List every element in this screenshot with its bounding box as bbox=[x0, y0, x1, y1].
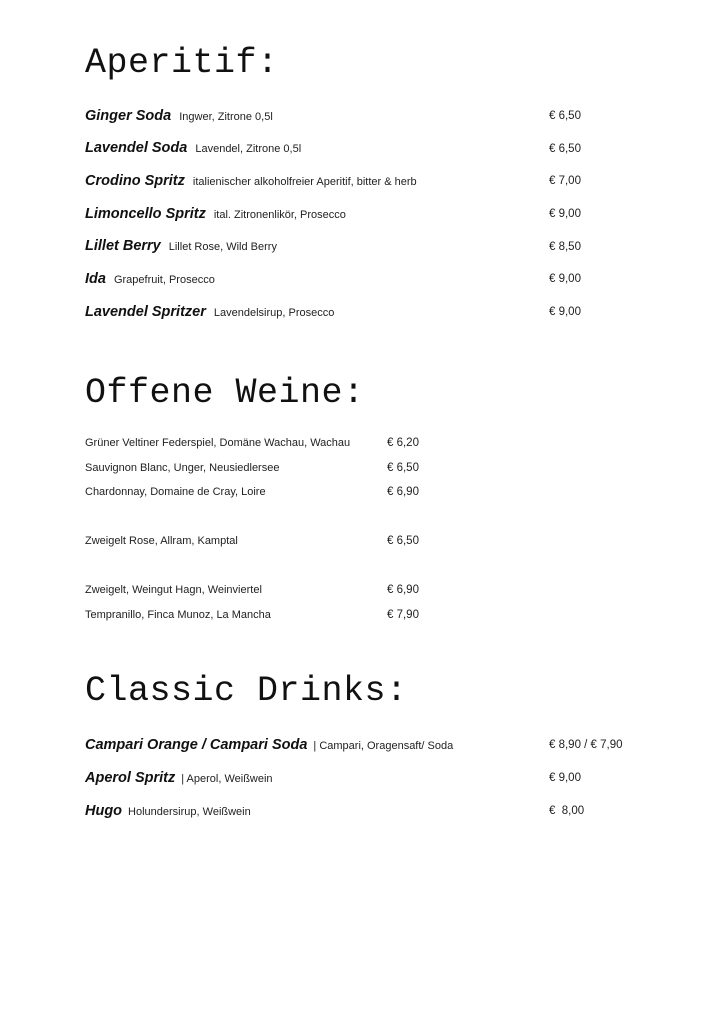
wine-price: € 6,90 bbox=[387, 584, 419, 596]
wine-name: Grüner Veltiner Federspiel, Domäne Wachau, Wachau bbox=[85, 437, 351, 449]
wines-heading: Offene Weine: bbox=[85, 373, 365, 413]
item-description: italienischer alkoholfreier Aperitif, bitter & herb bbox=[192, 176, 417, 188]
menu-item-aperol-spritz bbox=[85, 769, 273, 791]
item-description: | Aperol, Weißwein bbox=[181, 773, 273, 785]
wine-price: € 6,50 bbox=[387, 535, 419, 547]
item-name: Lavendel Soda bbox=[85, 140, 188, 156]
classic-drinks-heading: Classic Drinks: bbox=[85, 671, 408, 711]
item-name: Campari Orange / Campari Soda bbox=[85, 737, 308, 753]
wine-price: € 7,90 bbox=[387, 609, 419, 621]
wine-price: € 6,50 bbox=[387, 462, 419, 474]
menu-item-campari bbox=[85, 736, 453, 758]
menu-item-crodino-spritz bbox=[85, 172, 417, 194]
item-name: Crodino Spritz bbox=[85, 173, 185, 189]
wine-name: Tempranillo, Finca Munoz, La Mancha bbox=[85, 609, 271, 621]
wine-name: Chardonnay, Domaine de Cray, Loire bbox=[85, 486, 266, 498]
menu-item-ginger-soda bbox=[85, 107, 273, 129]
menu-item-lavendel-spritzer bbox=[85, 303, 334, 325]
item-price: € 9,00 bbox=[549, 306, 581, 318]
item-description: Grapefruit, Prosecco bbox=[113, 274, 215, 286]
item-name: Hugo bbox=[85, 803, 123, 819]
item-description: | Campari, Oragensaft/ Soda bbox=[313, 740, 454, 752]
menu-item-hugo bbox=[85, 802, 251, 824]
wine-price: € 6,90 bbox=[387, 486, 419, 498]
item-price: € 9,00 bbox=[549, 772, 581, 784]
item-name: Ida bbox=[85, 271, 106, 287]
item-price: € 6,50 bbox=[549, 110, 581, 122]
wine-name: Sauvignon Blanc, Unger, Neusiedlersee bbox=[85, 462, 280, 474]
item-price: € 9,00 bbox=[549, 273, 581, 285]
item-price: € 9,00 bbox=[549, 208, 581, 220]
item-description: Lillet Rose, Wild Berry bbox=[168, 241, 277, 253]
menu-item-ida bbox=[85, 270, 215, 292]
menu-item-lavendel-soda bbox=[85, 139, 301, 161]
item-name: Aperol Spritz bbox=[85, 770, 176, 786]
item-name: Ginger Soda bbox=[85, 108, 172, 124]
item-description: ital. Zitronenlikör, Prosecco bbox=[213, 209, 346, 221]
wine-price: € 6,20 bbox=[387, 437, 419, 449]
menu-item-lillet-berry bbox=[85, 237, 277, 259]
item-description: Lavendelsirup, Prosecco bbox=[213, 307, 335, 319]
item-price: € 8,90 / € 7,90 bbox=[549, 739, 623, 751]
item-price: € 8,00 bbox=[549, 805, 585, 817]
item-name: Lillet Berry bbox=[85, 238, 161, 254]
item-price: € 7,00 bbox=[549, 175, 581, 187]
item-description: Lavendel, Zitrone 0,5l bbox=[195, 143, 302, 155]
wine-name: Zweigelt, Weingut Hagn, Weinviertel bbox=[85, 584, 262, 596]
menu-item-limoncello-spritz bbox=[85, 205, 346, 227]
item-description: Holundersirup, Weißwein bbox=[128, 806, 251, 818]
aperitif-heading: Aperitif: bbox=[85, 43, 279, 83]
item-name: Lavendel Spritzer bbox=[85, 304, 206, 320]
item-description: Ingwer, Zitrone 0,5l bbox=[179, 111, 273, 123]
item-price: € 8,50 bbox=[549, 241, 581, 253]
item-name: Limoncello Spritz bbox=[85, 206, 206, 222]
wine-name: Zweigelt Rose, Allram, Kamptal bbox=[85, 535, 238, 547]
item-price: € 6,50 bbox=[549, 143, 581, 155]
